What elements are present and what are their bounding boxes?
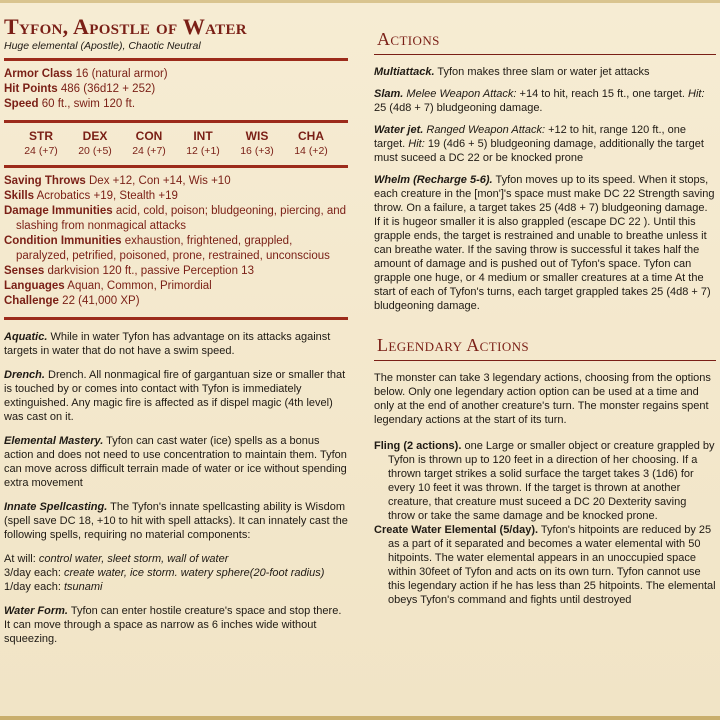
trait-innate-spellcasting: Innate Spellcasting. The Tyfon's innate spellcasting ability is Wisdom (spell save DC 18, +10 to hit with spell attacks). It can innately cast the following spells, requiring no material components: — [4, 501, 348, 541]
skills: Skills Acrobatics +19, Stealth +19 — [4, 190, 178, 202]
divider — [4, 58, 348, 61]
ability-dex: DEX 20 (+5) — [78, 129, 112, 157]
ability-str: STR 24 (+7) — [24, 129, 58, 157]
trait-water-form: Water Form. Tyfon can enter hostile creature's space and stop there. It can move through a space as narrow as 6 inches wide without squeezing. — [4, 605, 342, 645]
traits — [4, 330, 348, 646]
trait-aquatic: Aquatic. While in water Tyfon has advantage on its attacks against targets in water that do not have a swim speed. — [4, 331, 331, 357]
details — [4, 174, 348, 309]
monster-name: Tyfon, Apostle of Water — [4, 14, 247, 39]
divider — [374, 54, 716, 55]
basic-stats — [4, 67, 348, 112]
hit-points: Hit Points 486 (36d12 + 252) — [4, 83, 156, 95]
ability-int: INT 12 (+1) — [186, 129, 220, 157]
divider — [4, 165, 348, 168]
trait-elemental-mastery: Elemental Mastery. Tyfon can cast water (ice) spells as a bonus action and does not need to use concentration to maintain them. Tyfon can move across difficult terrain made of water or ice without spending extra movement — [4, 435, 347, 489]
divider — [4, 120, 348, 123]
condition-immunities: Condition Immunities exhaustion, frightened, grappled, paralyzed, petrified, poisoned, prone, restrained, unconscious — [4, 235, 330, 262]
ability-wis: WIS 16 (+3) — [240, 129, 274, 157]
damage-immunities: Damage Immunities acid, cold, poison; bludgeoning, piercing, and slashing from nonmagical attacks — [4, 205, 347, 232]
armor-class: Armor Class 16 (natural armor) — [4, 68, 168, 80]
divider — [374, 360, 716, 361]
trait-drench: Drench. Drench. All nonmagical fire of gargantuan size or smaller that is touched by or comes into contact with Tyfon is immediately extinguished. Any magic fire is affected as if dispel magic (4th level) was cast on it. — [4, 369, 346, 423]
legendary-fling: Fling (2 actions). one Large or smaller object or creature grappled by Tyfon is thrown up to 120 feet in a direction of her choosing. If a thrown target strikes a solid surface the target takes 3 (1d6) for every 10 feet it was thrown. If the target is thrown at another creature, that creature must suceed a DC 20 Dexterity saving throw or take the same damage and be knocked prone. — [374, 440, 715, 522]
saving-throws: Saving Throws Dex +12, Con +14, Wis +10 — [4, 175, 231, 187]
legendary-actions-heading: Legendary Actions — [377, 335, 530, 355]
action-slam: Slam. Melee Weapon Attack: +14 to hit, reach 15 ft., one target. Hit: 25 (4d8 + 7) bludgeoning damage. — [374, 88, 705, 114]
senses: Senses darkvision 120 ft., passive Perception 13 — [4, 265, 254, 277]
languages: Languages Aquan, Common, Primordial — [4, 280, 212, 292]
action-whelm: Whelm (Recharge 5-6). Tyfon moves up to its speed. When it stops, each creature in the [mon']'s space must make DC 22 Strength saving throw. On a failure, a target takes 25 (4d8 + 7) bludgeoning damage. If it is hugeor smaller it is also grappled (escape DC 22 ). Until this grapple ends, the target is restrained and unable to breathe unless it can breathe water. If the saving throw is successful it takes half the amount of damage and is pushed out of Tyfon's space. Tyfon can grapple one huge, or 4 medium or smaller creatures at a time At the start of each of Tyfon's turns, each target grappled takes 25 (4d8 + 7) bludgeoning damage. — [374, 174, 715, 312]
ability-scores — [4, 129, 348, 157]
challenge: Challenge 22 (41,000 XP) — [4, 295, 140, 307]
speed: Speed 60 ft., swim 120 ft. — [4, 98, 136, 110]
divider — [4, 317, 348, 320]
spell-list: At will: control water, sleet storm, wall of water 3/day each: create water, ice storm. watery sphere(20-foot radius) 1/day each: tsunami — [4, 553, 325, 593]
left-column — [4, 3, 348, 656]
ability-cha: CHA 14 (+2) — [294, 129, 328, 157]
legendary-intro: The monster can take 3 legendary actions, choosing from the options below. Only one legendary action option can be used at a time and only at the end of another creature's turn. The monster regains spent legendary actions at the start of its turn. — [374, 372, 711, 426]
monster-type: Huge elemental (Apostle), Chaotic Neutral — [4, 40, 201, 52]
ability-con: CON 24 (+7) — [132, 129, 166, 157]
action-water-jet: Water jet. Ranged Weapon Attack: +12 to hit, range 120 ft., one target. Hit: 19 (4d6 + 5) bludgeoning damage, additionally the target must suceed a DC 22 or be knocked prone — [374, 124, 704, 164]
action-multiattack: Multiattack. Tyfon makes three slam or water jet attacks — [374, 66, 650, 78]
actions-heading: Actions — [377, 29, 440, 49]
right-column — [374, 3, 716, 607]
legendary-create-water-elemental: Create Water Elemental (5/day). Tyfon's hitpoints are reduced by 25 as a part of it separated and becomes a water elemental with 50 hitpoints. The water elemental appears in an unoccupied space within 30feet of Tyfon and acts on its own turn. Tyfon cannot use this legendary action if he has less than 25 hitpoints. The elemental obeys Tyfon's command and fights until destroyed — [374, 524, 716, 606]
